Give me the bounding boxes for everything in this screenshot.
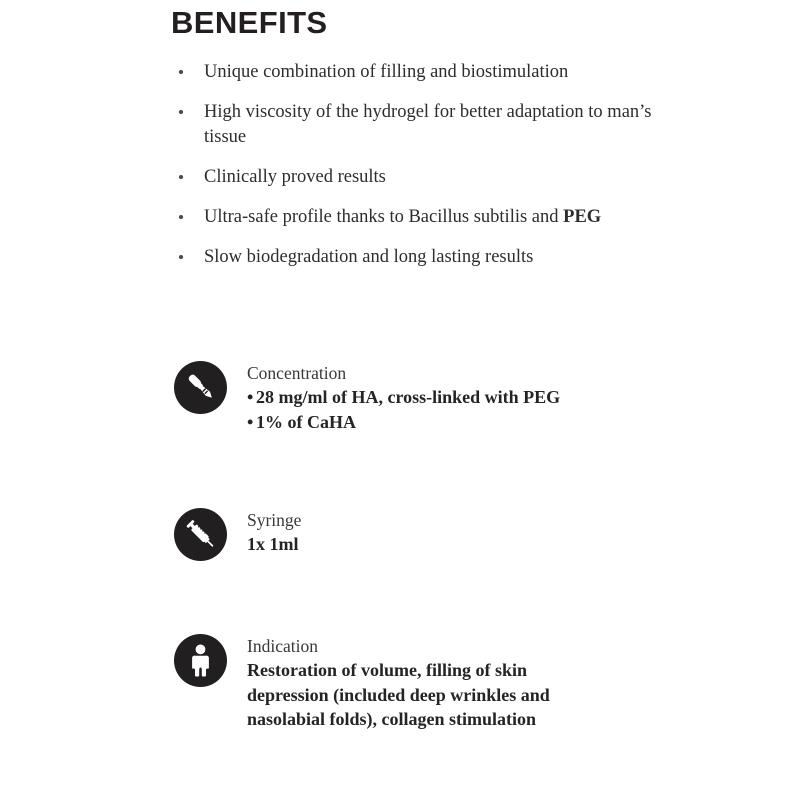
spec-text-syringe <box>247 508 727 557</box>
spec-label: Syringe <box>247 510 302 530</box>
spec-value-list <box>247 385 727 435</box>
dropper-icon <box>174 361 227 414</box>
list-item-label: Slow biodegradation and long lasting results <box>204 247 534 267</box>
list-item <box>176 60 696 85</box>
spec-description-line: Restoration of volume, filling of skin <box>247 660 528 680</box>
spec-value-label: 1x 1ml <box>247 534 299 554</box>
list-item <box>176 100 696 150</box>
syringe-icon <box>174 508 227 561</box>
bullet-icon <box>179 175 183 179</box>
page-title: BENEFITS <box>171 5 328 40</box>
list-item <box>176 205 696 230</box>
list-item-label: Clinically proved results <box>204 167 386 187</box>
list-item <box>176 165 696 190</box>
bullet-icon <box>247 385 256 410</box>
spec-value <box>247 385 727 410</box>
spec-value <box>247 410 727 435</box>
spec-label: Concentration <box>247 363 347 383</box>
spec-value <box>247 532 727 557</box>
bullet-icon <box>179 215 183 219</box>
list-item-label: Unique combination of filling and biostimulation <box>204 62 569 82</box>
person-icon <box>174 634 227 687</box>
list-item-label: Ultra-safe profile thanks to Bacillus subtilis and <box>204 207 564 227</box>
spec-description-line: nasolabial folds), collagen stimulation <box>247 709 537 729</box>
bullet-icon <box>179 70 183 74</box>
spec-value-label: 1% of CaHA <box>256 412 356 432</box>
list-item-emphasis: PEG <box>563 207 602 227</box>
bullet-icon <box>179 255 183 259</box>
spec-description-line: depression (included deep wrinkles and <box>247 684 550 705</box>
list-item-label: High viscosity of the hydrogel for better adaptation to man’s tissue <box>204 102 652 147</box>
bullet-icon <box>247 410 256 435</box>
spec-value-list <box>247 532 727 557</box>
spec-label: Indication <box>247 636 318 656</box>
spec-text-concentration <box>247 361 727 435</box>
spec-value-label: 28 mg/ml of HA, cross-linked with PEG <box>256 387 561 407</box>
benefits-list <box>176 60 696 270</box>
bullet-icon <box>179 110 183 114</box>
spec-text-indication <box>247 634 727 732</box>
list-item <box>176 245 696 270</box>
